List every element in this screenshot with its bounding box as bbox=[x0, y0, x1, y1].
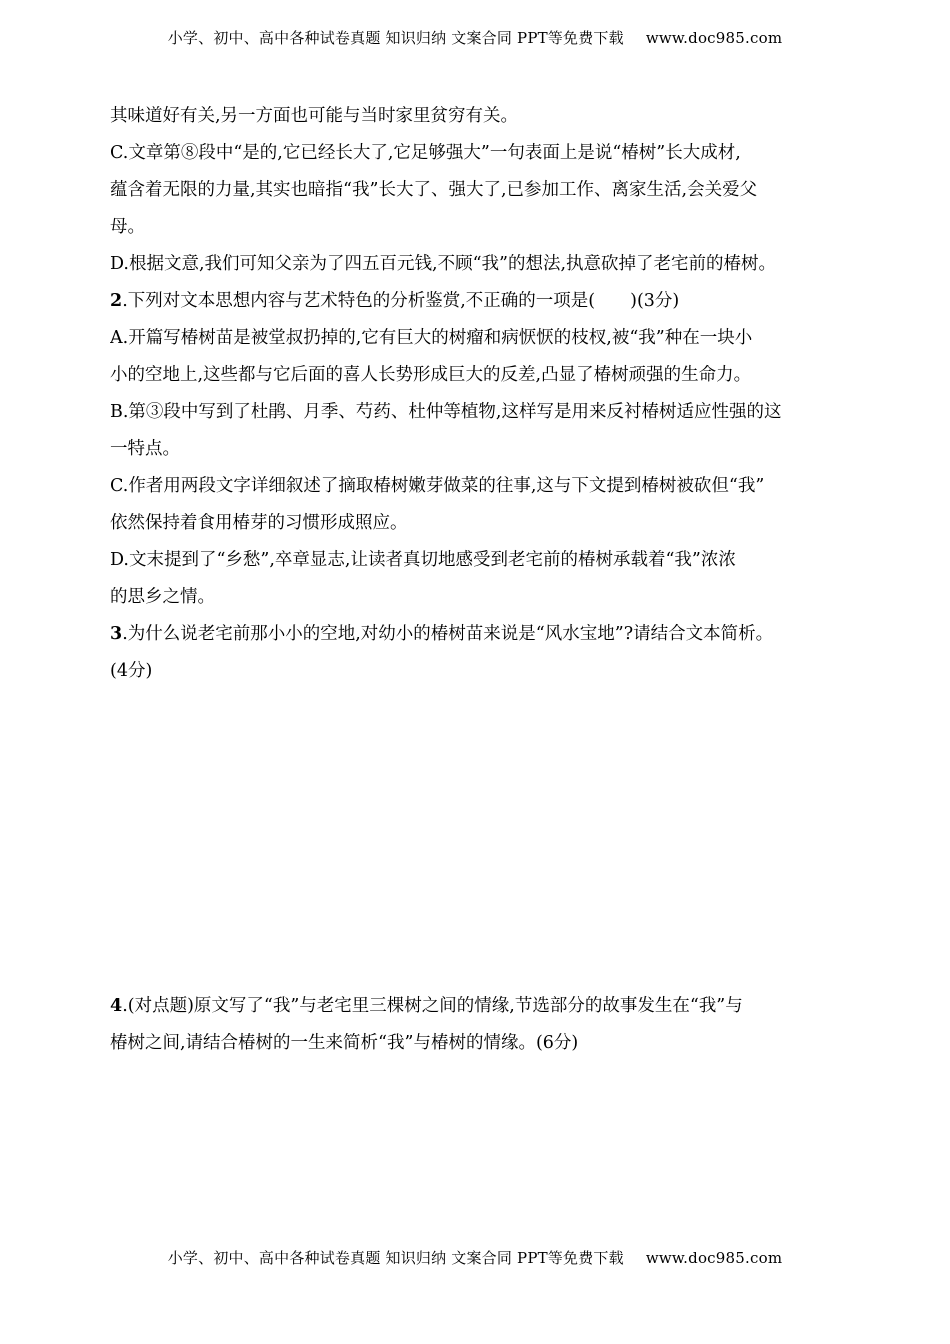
question-number: 4 bbox=[110, 996, 123, 1016]
document-body bbox=[110, 98, 850, 1062]
option-a-line: A.开篇写椿树苗是被堂叔扔掉的,它有巨大的树瘤和病恹恹的枝杈,被“我”种在一块小 bbox=[110, 328, 753, 348]
option-b-line: B.第③段中写到了杜鹃、月季、芍药、杜仲等植物,这样写是用来反衬椿树适应性强的这 bbox=[110, 402, 782, 422]
text-line: 一特点。 bbox=[110, 439, 180, 459]
text-line: 母。 bbox=[110, 217, 145, 237]
footer-url: www.doc985.com bbox=[645, 1249, 783, 1267]
text-line: 依然保持着食用椿芽的习惯形成照应。 bbox=[110, 513, 408, 533]
header-url: www.doc985.com bbox=[645, 29, 783, 47]
option-d-line: D.根据文意,我们可知父亲为了四五百元钱,不顾“我”的想法,执意砍掉了老宅前的椿树。 bbox=[110, 254, 777, 274]
page-footer bbox=[0, 1247, 950, 1268]
question-4 bbox=[110, 988, 850, 1025]
question-text: .下列对文本思想内容与艺术特色的分析鉴赏,不正确的一项是( )(3分) bbox=[122, 291, 680, 311]
header-text: 小学、初中、高中各种试卷真题 知识归纳 文案合同 PPT等免费下载 bbox=[167, 29, 624, 47]
text-line: 椿树之间,请结合椿树的一生来简析“我”与椿树的情缘。(6分) bbox=[110, 1033, 579, 1053]
option-c-line: C.文章第⑧段中“是的,它已经长大了,它足够强大”一句表面上是说“椿树”长大成材, bbox=[110, 143, 741, 163]
question-2 bbox=[110, 283, 850, 320]
text-line: 小的空地上,这些都与它后面的喜人长势形成巨大的反差,凸显了椿树顽强的生命力。 bbox=[110, 365, 752, 385]
question-number: 2 bbox=[110, 291, 123, 311]
option-c-line: C.作者用两段文字详细叙述了摘取椿树嫩芽做菜的往事,这与下文提到椿树被砍但“我” bbox=[110, 476, 765, 496]
option-d-line: D.文末提到了“乡愁”,卒章显志,让读者真切地感受到老宅前的椿树承载着“我”浓浓 bbox=[110, 550, 736, 570]
question-3 bbox=[110, 616, 850, 653]
question-text: .为什么说老宅前那小小的空地,对幼小的椿树苗来说是“风水宝地”?请结合文本简析。 bbox=[122, 624, 774, 644]
page-header bbox=[0, 27, 950, 48]
text-line: 的思乡之情。 bbox=[110, 587, 215, 607]
text-line: 其味道好有关,另一方面也可能与当时家里贫穷有关。 bbox=[110, 106, 519, 126]
question-text: .(对点题)原文写了“我”与老宅里三棵树之间的情缘,节选部分的故事发生在“我”与 bbox=[122, 996, 743, 1016]
question-number: 3 bbox=[110, 624, 123, 644]
text-line: 蕴含着无限的力量,其实也暗指“我”长大了、强大了,已参加工作、离家生活,会关爱父 bbox=[110, 180, 758, 200]
text-line: (4分) bbox=[110, 661, 153, 681]
footer-text: 小学、初中、高中各种试卷真题 知识归纳 文案合同 PPT等免费下载 bbox=[167, 1249, 624, 1267]
answer-space bbox=[110, 690, 850, 988]
